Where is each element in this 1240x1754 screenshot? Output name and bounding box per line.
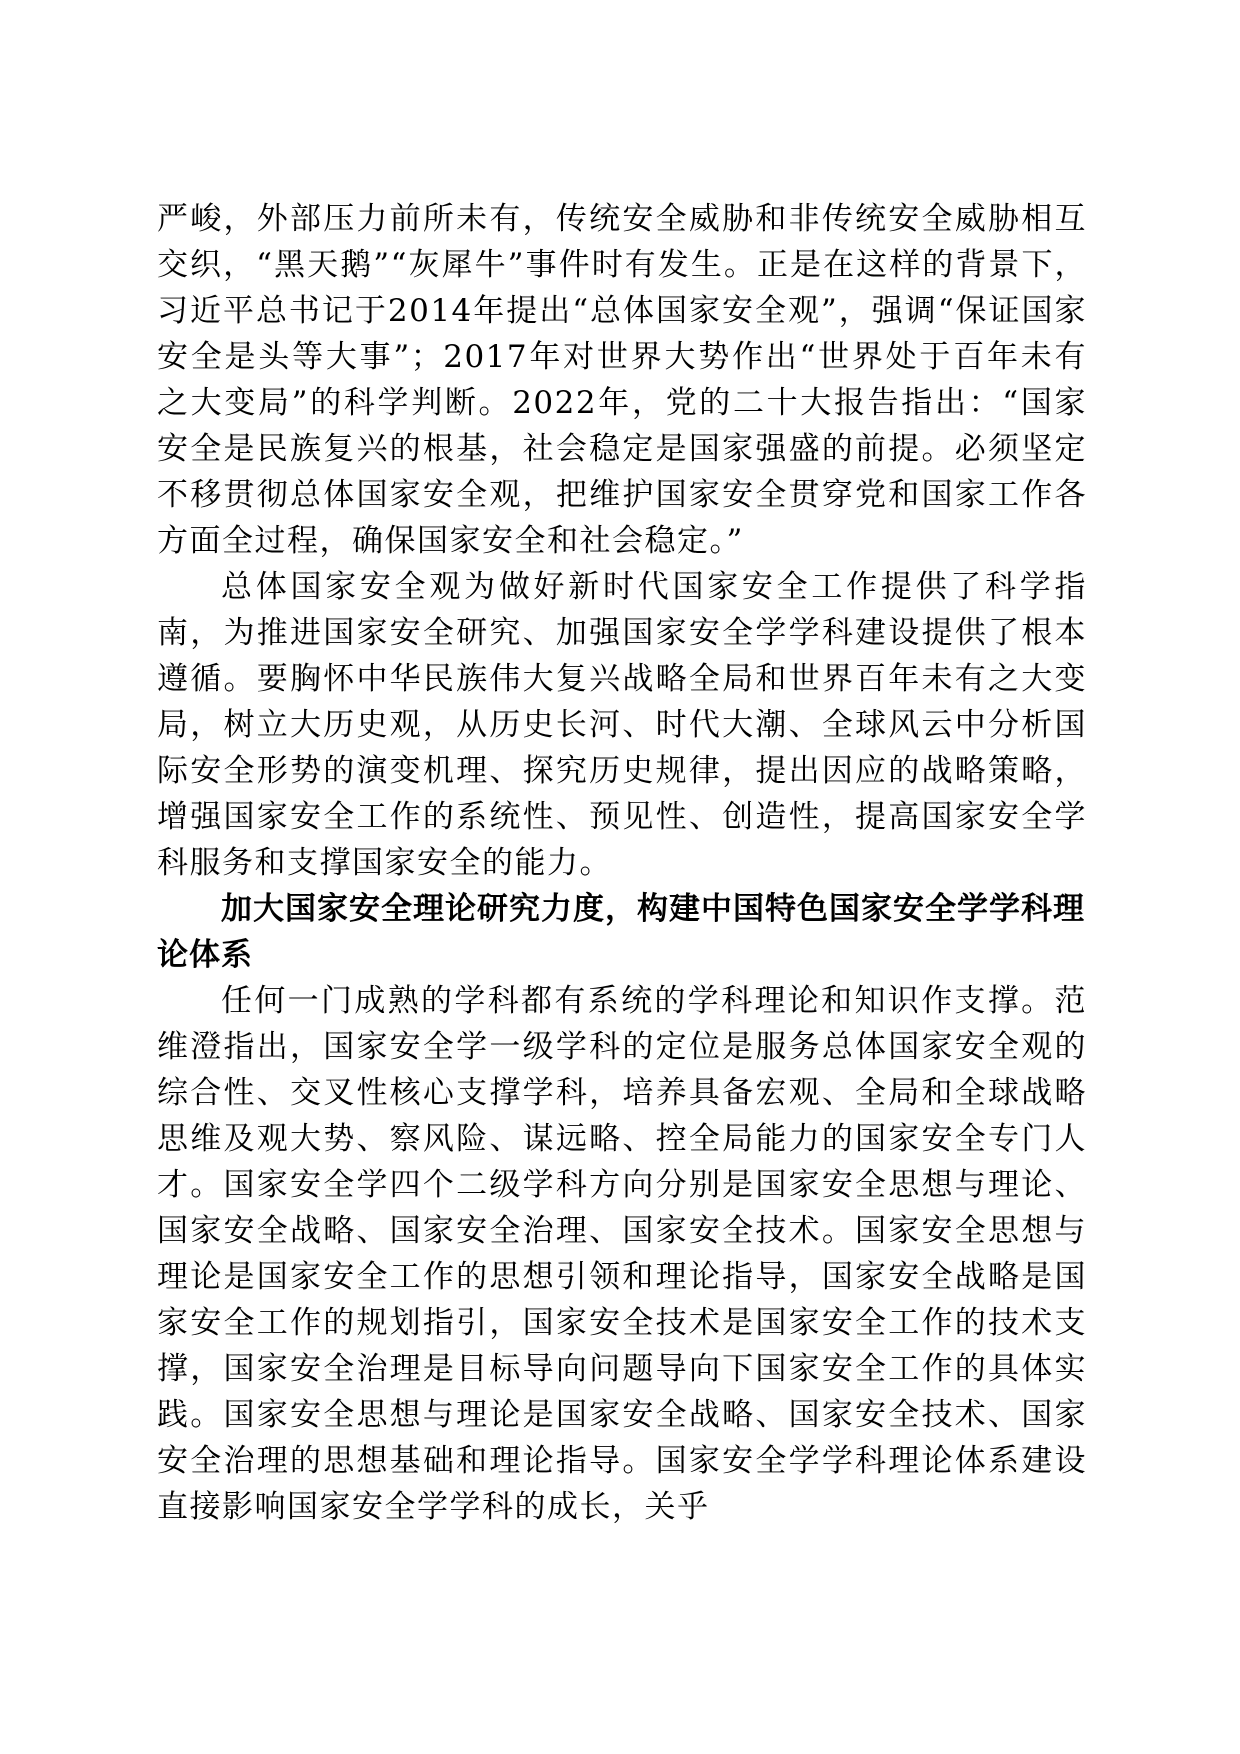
paragraph-guidance: 总体国家安全观为做好新时代国家安全工作提供了科学指南，为推进国家安全研究、加强国家安全学学科建设提供了根本遵循。要胸怀中华民族伟大复兴战略全局和世界百年未有之大变局，树立大历史观，从历史长河、时代大潮、全球风云中分析国际安全形势的演变机理、探究历史规律，提出因应的战略策略，增强国家安全工作的系统性、预见性、创造性，提高国家安全学科服务和支撑国家安全的能力。 — [157, 569, 1087, 881]
section-heading: 加大国家安全理论研究力度，构建中国特色国家安全学学科理论体系 — [157, 891, 1085, 973]
paragraph-continuation: 严峻，外部压力前所未有，传统安全威胁和非传统安全威胁相互交织，“黑天鹅”“灰犀牛”事件时有发生。正是在这样的背景下，习近平总书记于2014年提出“总体国家安全观”，强调“保证国家安全是头等大事”；2017年对世界大势作出“世界处于百年未有之大变局”的科学判断。2022年，党的二十大报告指出：“国家安全是民族复兴的根基，社会稳定是国家强盛的前提。必须坚定不移贯彻总体国家安全观，把维护国家安全贯穿党和国家工作各方面全过程，确保国家安全和社会稳定。” — [157, 201, 1087, 559]
paragraph-theory: 任何一门成熟的学科都有系统的学科理论和知识作支撑。范维澄指出，国家安全学一级学科的定位是服务总体国家安全观的综合性、交叉性核心支撑学科，培养具备宏观、全局和全球战略思维及观大势、察风险、谋远略、控全局能力的国家安全专门人才。国家安全学四个二级学科方向分别是国家安全思想与理论、国家安全战略、国家安全治理、国家安全技术。国家安全思想与理论是国家安全工作的思想引领和理论指导，国家安全战略是国家安全工作的规划指引，国家安全技术是国家安全工作的技术支撑，国家安全治理是目标导向问题导向下国家安全工作的具体实践。国家安全思想与理论是国家安全战略、国家安全技术、国家安全治理的思想基础和理论指导。国家安全学学科理论体系建设直接影响国家安全学学科的成长，关乎 — [157, 983, 1087, 1525]
body-text — [157, 196, 1087, 1530]
